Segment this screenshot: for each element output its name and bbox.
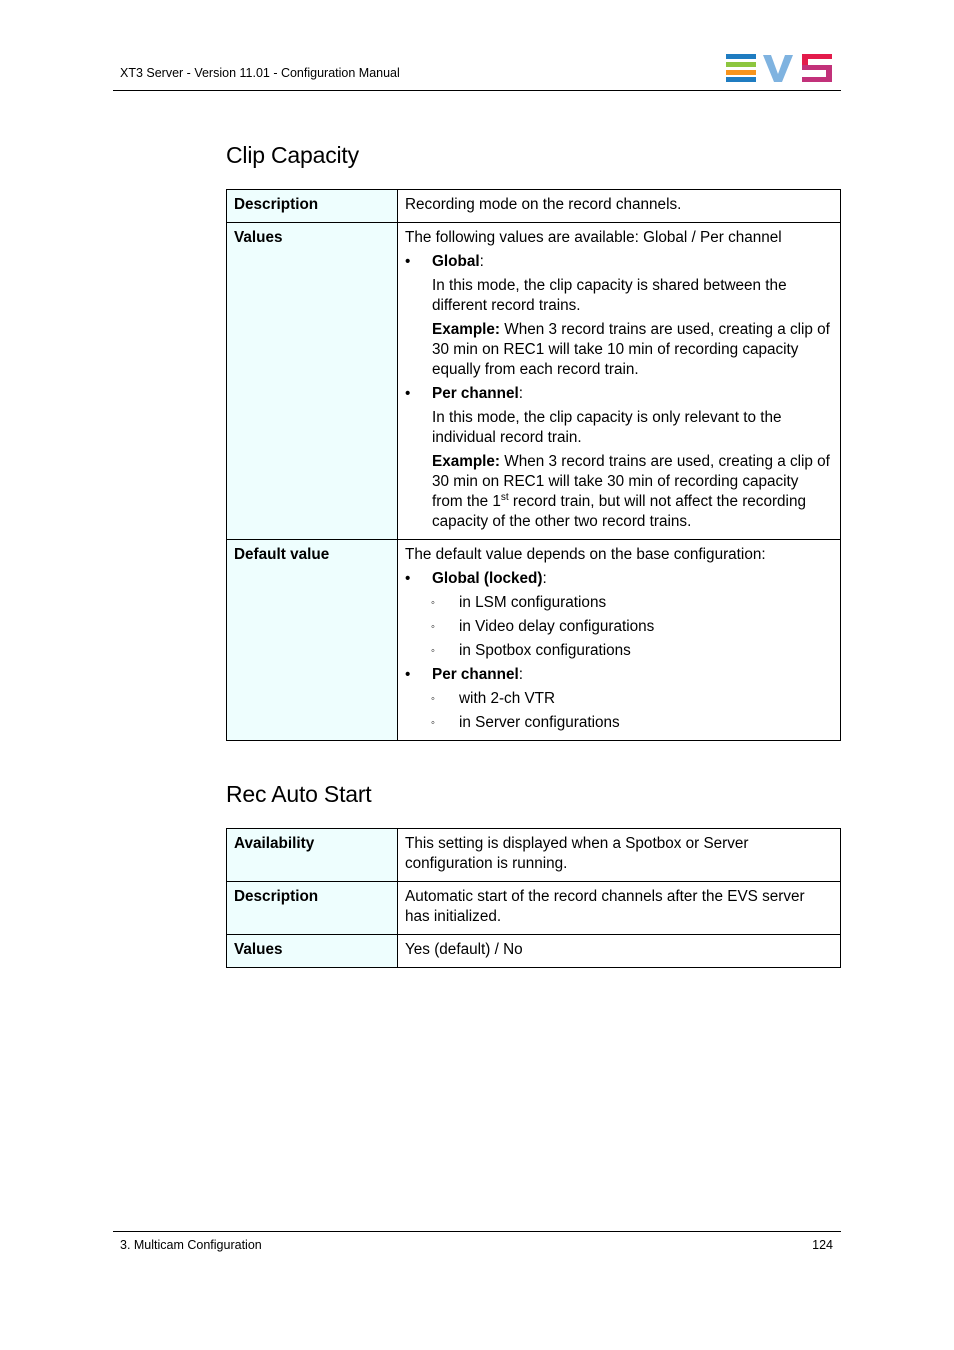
- list-item-text: in LSM configurations: [459, 594, 607, 611]
- values-intro: The following values are available: Global / Per channel: [405, 229, 782, 246]
- per-channel-label: Per channel: [432, 385, 519, 402]
- values-label: Values: [227, 223, 398, 540]
- list-item: [405, 593, 833, 613]
- circle-bullet-icon: ◦: [431, 597, 435, 609]
- evs-logo: [726, 54, 834, 82]
- global-label: Global: [432, 253, 480, 270]
- global-locked-label: Global (locked): [432, 570, 543, 587]
- default-intro: The default value depends on the base configuration:: [405, 546, 766, 563]
- header-title: XT3 Server - Version 11.01 - Configuration Manual: [120, 66, 400, 80]
- global-text: In this mode, the clip capacity is shared between the different record trains.: [432, 277, 787, 314]
- description-label: Description: [227, 882, 398, 935]
- footer-chapter: 3. Multicam Configuration: [120, 1238, 262, 1252]
- global-bullet: • Global:: [405, 253, 484, 270]
- bullet-icon: •: [405, 385, 411, 402]
- clip-capacity-heading: Clip Capacity: [226, 142, 359, 168]
- per-channel-example-text-a: When 3 record trains are used, creating a clip of 30 min on REC1 will take 30 min of recording capacity from the 1: [432, 453, 830, 510]
- table-row: [227, 540, 841, 741]
- list-item-text: with 2-ch VTR: [459, 690, 556, 707]
- example-label: Example:: [432, 321, 501, 338]
- values-value: Yes (default) / No: [398, 935, 841, 968]
- values-cell: [398, 223, 841, 540]
- circle-bullet-icon: ◦: [431, 717, 435, 729]
- rec-auto-start-table: [226, 828, 841, 968]
- global-example: [405, 320, 833, 380]
- list-item-text: in Video delay configurations: [459, 618, 655, 635]
- footer-rule: [113, 1231, 841, 1232]
- per-channel-default-bullet: • Per channel:: [405, 666, 523, 683]
- availability-label: Availability: [227, 829, 398, 882]
- circle-bullet-icon: ◦: [431, 693, 435, 705]
- circle-bullet-icon: ◦: [431, 645, 435, 657]
- per-channel-label: Per channel: [432, 666, 519, 683]
- clip-capacity-table: [226, 189, 841, 741]
- bullet-icon: •: [405, 253, 411, 270]
- list-item: [405, 617, 833, 637]
- per-channel-example: [405, 452, 833, 532]
- list-item: [405, 713, 833, 733]
- circle-bullet-icon: ◦: [431, 621, 435, 633]
- table-row: [227, 935, 841, 968]
- list-item-text: in Spotbox configurations: [459, 642, 631, 659]
- example-label: Example:: [432, 453, 501, 470]
- values-label: Values: [227, 935, 398, 968]
- availability-value: This setting is displayed when a Spotbox or Server configuration is running.: [398, 829, 841, 882]
- table-row: [227, 882, 841, 935]
- description-value: Automatic start of the record channels after the EVS server has initialized.: [398, 882, 841, 935]
- default-value-label: Default value: [227, 540, 398, 741]
- rec-auto-start-heading: Rec Auto Start: [226, 781, 372, 807]
- table-row: [227, 829, 841, 882]
- description-label: Description: [227, 190, 398, 223]
- bullet-icon: •: [405, 570, 411, 587]
- per-channel-text: In this mode, the clip capacity is only relevant to the individual record train.: [432, 409, 782, 446]
- page-number: 124: [812, 1238, 833, 1252]
- ordinal-suffix: st: [500, 491, 509, 503]
- global-example-text: When 3 record trains are used, creating a clip of 30 min on REC1 will take 10 min of recording capacity equally from each record train.: [432, 321, 830, 378]
- global-locked-bullet: • Global (locked):: [405, 570, 547, 587]
- list-item: [405, 689, 833, 709]
- per-channel-bullet: • Per channel:: [405, 385, 523, 402]
- header-rule: [113, 90, 841, 91]
- table-row: [227, 223, 841, 540]
- table-row: [227, 190, 841, 223]
- default-value-cell: [398, 540, 841, 741]
- description-value: Recording mode on the record channels.: [398, 190, 841, 223]
- list-item-text: in Server configurations: [459, 714, 620, 731]
- list-item: [405, 641, 833, 661]
- bullet-icon: •: [405, 666, 411, 683]
- per-channel-example-text-b: record train, but will not affect the recording capacity of the other two record trains.: [432, 493, 806, 530]
